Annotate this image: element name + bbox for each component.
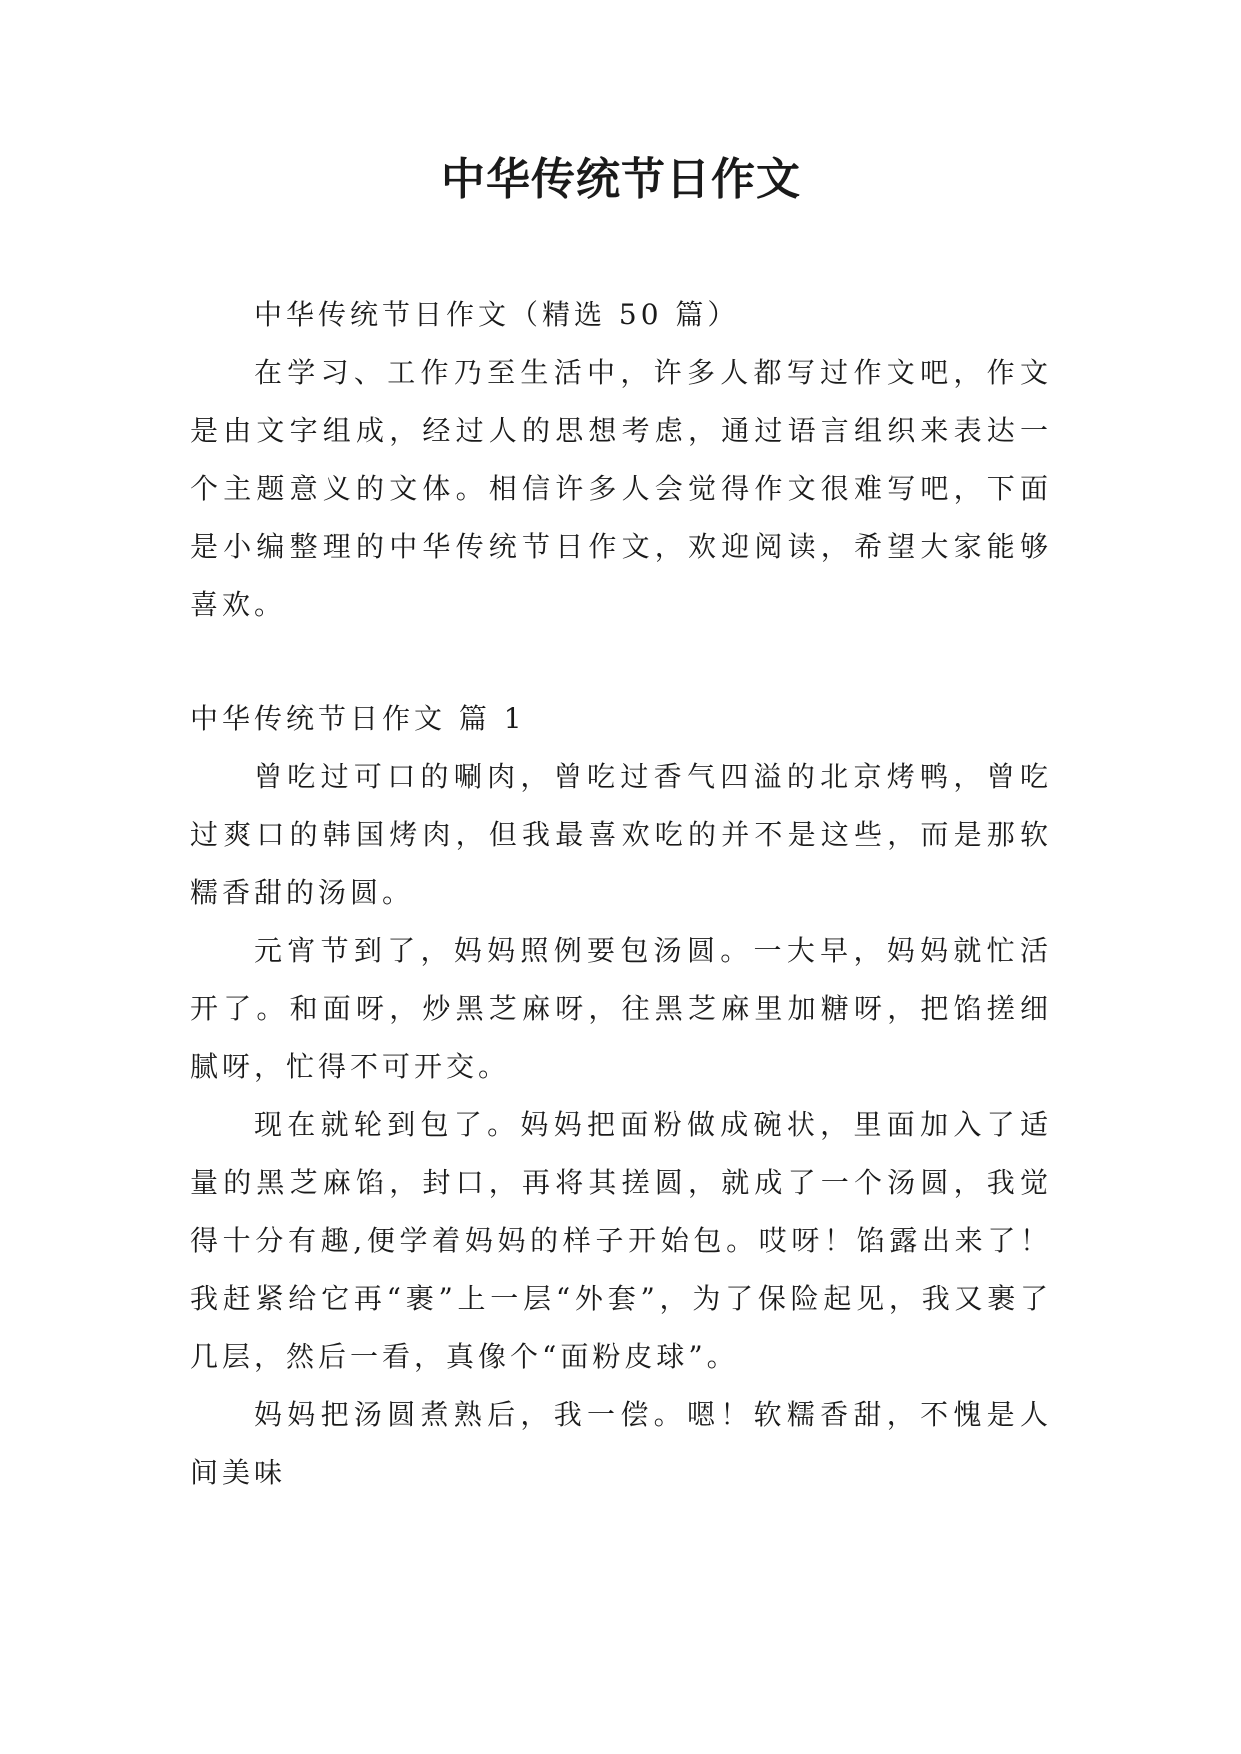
body-paragraph: 妈妈把汤圆煮熟后，我一偿。嗯！软糯香甜，不愧是人间美味: [190, 1398, 1052, 1489]
body-paragraph: 元宵节到了，妈妈照例要包汤圆。一大早，妈妈就忙活开了。和面呀，炒黑芝麻呀，往黑芝麻里加糖呀，把馅搓细腻呀，忙得不可开交。: [190, 934, 1052, 1083]
intro-paragraph: 在学习、工作乃至生活中，许多人都写过作文吧，作文是由文字组成，经过人的思想考虑，通过语言组织来表达一个主题意义的文体。相信许多人会觉得作文很难写吧，下面是小编整理的中华传统节日作文，欢迎阅读，希望大家能够喜欢。: [190, 356, 1052, 621]
document-page: [190, 0, 1052, 1754]
document-subtitle: 中华传统节日作文（精选 50 篇）: [254, 298, 740, 331]
document-title: 中华传统节日作文: [441, 154, 801, 205]
body-paragraph: 现在就轮到包了。妈妈把面粉做成碗状，里面加入了适量的黑芝麻馅，封口，再将其搓圆，就成了一个汤圆，我觉得十分有趣,便学着妈妈的样子开始包。哎呀！馅露出来了！我赶紧给它再“裹”上一层“外套”，为了保险起见，我又裹了几层，然后一看，真像个“面粉皮球”。: [190, 1108, 1052, 1373]
section-heading: 中华传统节日作文 篇 1: [190, 702, 526, 735]
section-spacer: [190, 634, 1052, 690]
body-paragraph: 曾吃过可口的唰肉，曾吃过香气四溢的北京烤鸭，曾吃过爽口的韩国烤肉，但我最喜欢吃的并不是这些，而是那软糯香甜的汤圆。: [190, 760, 1052, 909]
document-body: [190, 286, 1052, 1502]
